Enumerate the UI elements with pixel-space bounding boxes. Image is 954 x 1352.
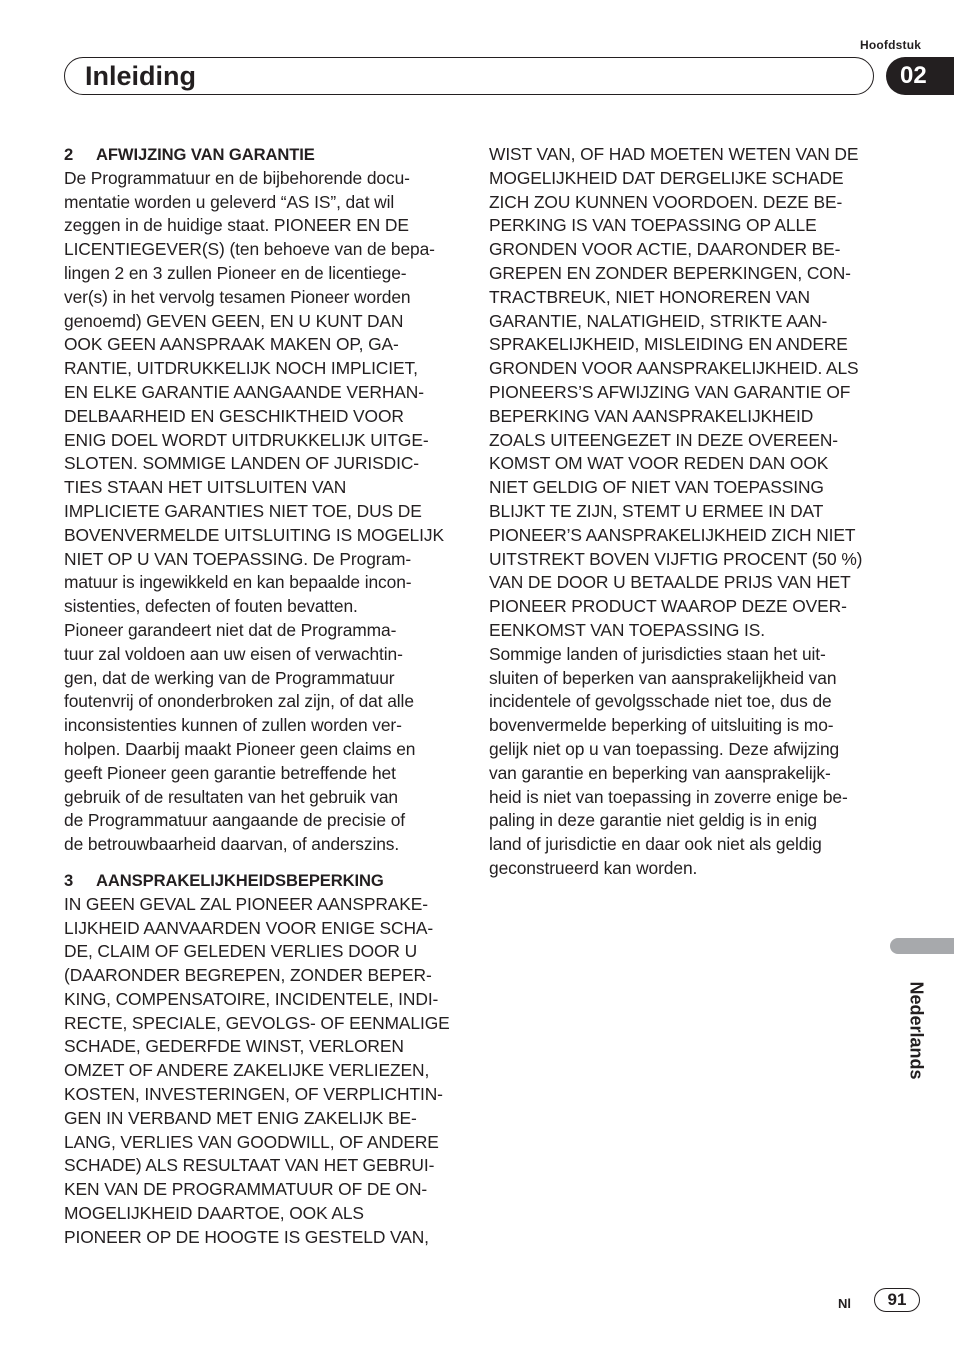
text-line: IMPLICIETE GARANTIES NIET TOE, DUS DE	[64, 500, 422, 521]
text-line: bovenvermelde beperking of uitsluiting is mo-	[489, 715, 834, 736]
text-line: gebruik of de resultaten van het gebruik van	[64, 786, 398, 807]
text-line: OOK GEEN AANSPRAAK MAKEN OP, GA-	[64, 334, 399, 355]
text-line: KING, COMPENSATOIRE, INCIDENTELE, INDI-	[64, 988, 439, 1009]
text-line: IN GEEN GEVAL ZAL PIONEER AANSPRAKE-	[64, 893, 428, 914]
text-line: genoemd) GEVEN GEEN, EN U KUNT DAN	[64, 310, 404, 331]
text-line: EN ELKE GARANTIE AANGAANDE VERHAN-	[64, 381, 424, 402]
text-line: (DAARONDER BEGREPEN, ZONDER BEPER-	[64, 965, 432, 986]
text-line: TIES STAAN HET UITSLUITEN VAN	[64, 477, 347, 498]
right-column	[489, 143, 881, 881]
text-line: de betrouwbaarheid daarvan, of anderszins.	[64, 834, 400, 855]
text-line: gen, dat de werking van de Programmatuur	[64, 667, 395, 688]
text-line: KOSTEN, INVESTERINGEN, OF VERPLICHTIN-	[64, 1084, 443, 1105]
text-line: EENKOMST VAN TOEPASSING IS.	[489, 619, 765, 640]
text-line: MOGELIJKHEID DAT DERGELIJKE SCHADE	[489, 167, 844, 188]
section-3	[64, 869, 459, 1250]
text-line: BLIJKT TE ZIJN, STEMT U ERMEE IN DAT	[489, 500, 824, 521]
text-line: NIET GELDIG OF NIET VAN TOEPASSING	[489, 477, 824, 498]
text-line: ver(s) in het vervolg tesamen Pioneer worden	[64, 286, 411, 307]
section-heading	[64, 869, 459, 893]
section-body	[64, 167, 459, 857]
section-title: AFWIJZING VAN GARANTIE	[96, 145, 315, 164]
title-bar	[64, 57, 874, 95]
text-line: DE, CLAIM OF GELEDEN VERLIES DOOR U	[64, 941, 418, 962]
text-line: RECTE, SPECIALE, GEVOLGS- OF EENMALIGE	[64, 1012, 450, 1033]
text-line: GEN IN VERBAND MET ENIG ZAKELIJK BE-	[64, 1107, 417, 1128]
text-line: KOMST OM WAT VOOR REDEN DAN OOK	[489, 453, 829, 474]
text-line: SPRAKELIJKHEID, MISLEIDING EN ANDERE	[489, 334, 848, 355]
text-line: gelijk niet op u van toepassing. Deze afwijzing	[489, 738, 840, 759]
text-line: NIET OP U VAN TOEPASSING. De Program-	[64, 548, 412, 569]
left-column	[64, 143, 459, 1250]
text-line: de Programmatuur aangaande de precisie of	[64, 810, 406, 831]
text-line: LICENTIEGEVER(S) (ten behoeve van de bepa-	[64, 239, 435, 260]
text-line: Sommige landen of jurisdicties staan het uit-	[489, 643, 826, 664]
text-line: PIONEER PRODUCT WAAROP DEZE OVER-	[489, 596, 847, 617]
language-tab	[890, 938, 954, 954]
text-line: PIONEER OP DE HOOGTE IS GESTELD VAN,	[64, 1226, 429, 1247]
text-line: inconsistenties kunnen of zullen worden ver-	[64, 715, 402, 736]
text-line: UITSTREKT BOVEN VIJFTIG PROCENT (50 %)	[489, 548, 863, 569]
text-line: PIONEERS’S AFWIJZING VAN GARANTIE OF	[489, 381, 851, 402]
text-line: ZOALS UITEENGEZET IN DEZE OVEREEN-	[489, 429, 838, 450]
section-title: AANSPRAKELIJKHEIDSBEPERKING	[96, 870, 384, 890]
text-line: OMZET OF ANDERE ZAKELIJKE VERLIEZEN,	[64, 1060, 430, 1081]
text-line: Pioneer garandeert niet dat de Programma-	[64, 619, 397, 640]
section-number: 3	[64, 870, 74, 890]
text-line: mentatie worden u geleverd “AS IS”, dat wil	[64, 191, 395, 212]
text-line: van garantie en beperking van aansprakelijk-	[489, 762, 831, 783]
text-line: SCHADE) ALS RESULTAAT VAN HET GEBRUI-	[64, 1155, 435, 1176]
chapter-badge: 02	[886, 57, 954, 95]
section-2	[64, 143, 459, 857]
text-line: WIST VAN, OF HAD MOETEN WETEN VAN DE	[489, 144, 859, 164]
text-line: geconstrueerd kan worden.	[489, 857, 698, 878]
text-line: geeft Pioneer geen garantie betreffende het	[64, 762, 396, 783]
text-line: heid is niet van toepassing in zoverre enige be-	[489, 786, 848, 807]
text-line: GRONDEN VOOR ACTIE, DAARONDER BE-	[489, 239, 841, 260]
text-line: KEN VAN DE PROGRAMMATUUR OF DE ON-	[64, 1179, 428, 1200]
text-line: TRACTBREUK, NIET HONOREREN VAN	[489, 286, 811, 307]
page-title: Inleiding	[85, 61, 196, 91]
text-line: PERKING IS VAN TOEPASSING OP ALLE	[489, 215, 817, 236]
text-line: BEPERKING VAN AANSPRAKELIJKHEID	[489, 405, 814, 426]
text-line: land of jurisdictie en daar ook niet als geldig	[489, 834, 822, 855]
text-line: GREPEN EN ZONDER BEPERKINGEN, CON-	[489, 262, 851, 283]
text-line: LANG, VERLIES VAN GOODWILL, OF ANDERE	[64, 1131, 439, 1152]
chapter-label: Hoofdstuk	[860, 38, 922, 52]
footer-language-code: Nl	[838, 1296, 851, 1311]
text-line: holpen. Daarbij maakt Pioneer geen claims en	[64, 738, 416, 759]
text-line: MOGELIJKHEID DAARTOE, OOK ALS	[64, 1203, 364, 1224]
text-line: incidentele of gevolgsschade niet toe, dus de	[489, 691, 832, 712]
text-line: GRONDEN VOOR AANSPRAKELIJKHEID. ALS	[489, 358, 859, 379]
text-line: matuur is ingewikkeld en kan bepaalde incon-	[64, 572, 412, 593]
text-line: sluiten of beperken van aansprakelijkheid van	[489, 667, 837, 688]
right-column-body	[489, 143, 881, 881]
text-line: RANTIE, UITDRUKKELIJK NOCH IMPLICIET,	[64, 358, 418, 379]
text-line: GARANTIE, NALATIGHEID, STRIKTE AAN-	[489, 310, 828, 331]
section-body	[64, 893, 459, 1250]
text-line: tuur zal voldoen aan uw eisen of verwachtin-	[64, 643, 403, 664]
section-number: 2	[64, 145, 74, 164]
text-line: zeggen in de huidige staat. PIONEER EN DE	[64, 215, 409, 236]
text-line: VAN DE DOOR U BETAALDE PRIJS VAN HET	[489, 572, 851, 593]
page-number: 91	[874, 1288, 920, 1312]
text-line: PIONEER’S AANSPRAKELIJKHEID ZICH NIET	[489, 524, 856, 545]
text-line: ENIG DOEL WORDT UITDRUKKELIJK UITGE-	[64, 429, 429, 450]
text-line: SCHADE, GEDERFDE WINST, VERLOREN	[64, 1036, 404, 1057]
language-side-label: Nederlands	[906, 981, 927, 1080]
text-line: BOVENVERMELDE UITSLUITING IS MOGELIJK	[64, 524, 444, 545]
text-line: paling in deze garantie niet geldig is in enig	[489, 810, 817, 831]
text-line: ZICH ZOU KUNNEN VOORDOEN. DEZE BE-	[489, 191, 843, 212]
section-heading	[64, 143, 459, 167]
text-line: foutenvrij of ononderbroken zal zijn, of dat alle	[64, 691, 414, 712]
text-line: De Programmatuur en de bijbehorende docu-	[64, 167, 410, 188]
text-line: LIJKHEID AANVAARDEN VOOR ENIGE SCHA-	[64, 917, 434, 938]
text-line: lingen 2 en 3 zullen Pioneer en de licentiege-	[64, 262, 407, 283]
text-line: sistenties, defecten of fouten bevatten.	[64, 596, 358, 617]
text-line: DELBAARHEID EN GESCHIKTHEID VOOR	[64, 405, 404, 426]
text-line: SLOTEN. SOMMIGE LANDEN OF JURISDIC-	[64, 453, 419, 474]
